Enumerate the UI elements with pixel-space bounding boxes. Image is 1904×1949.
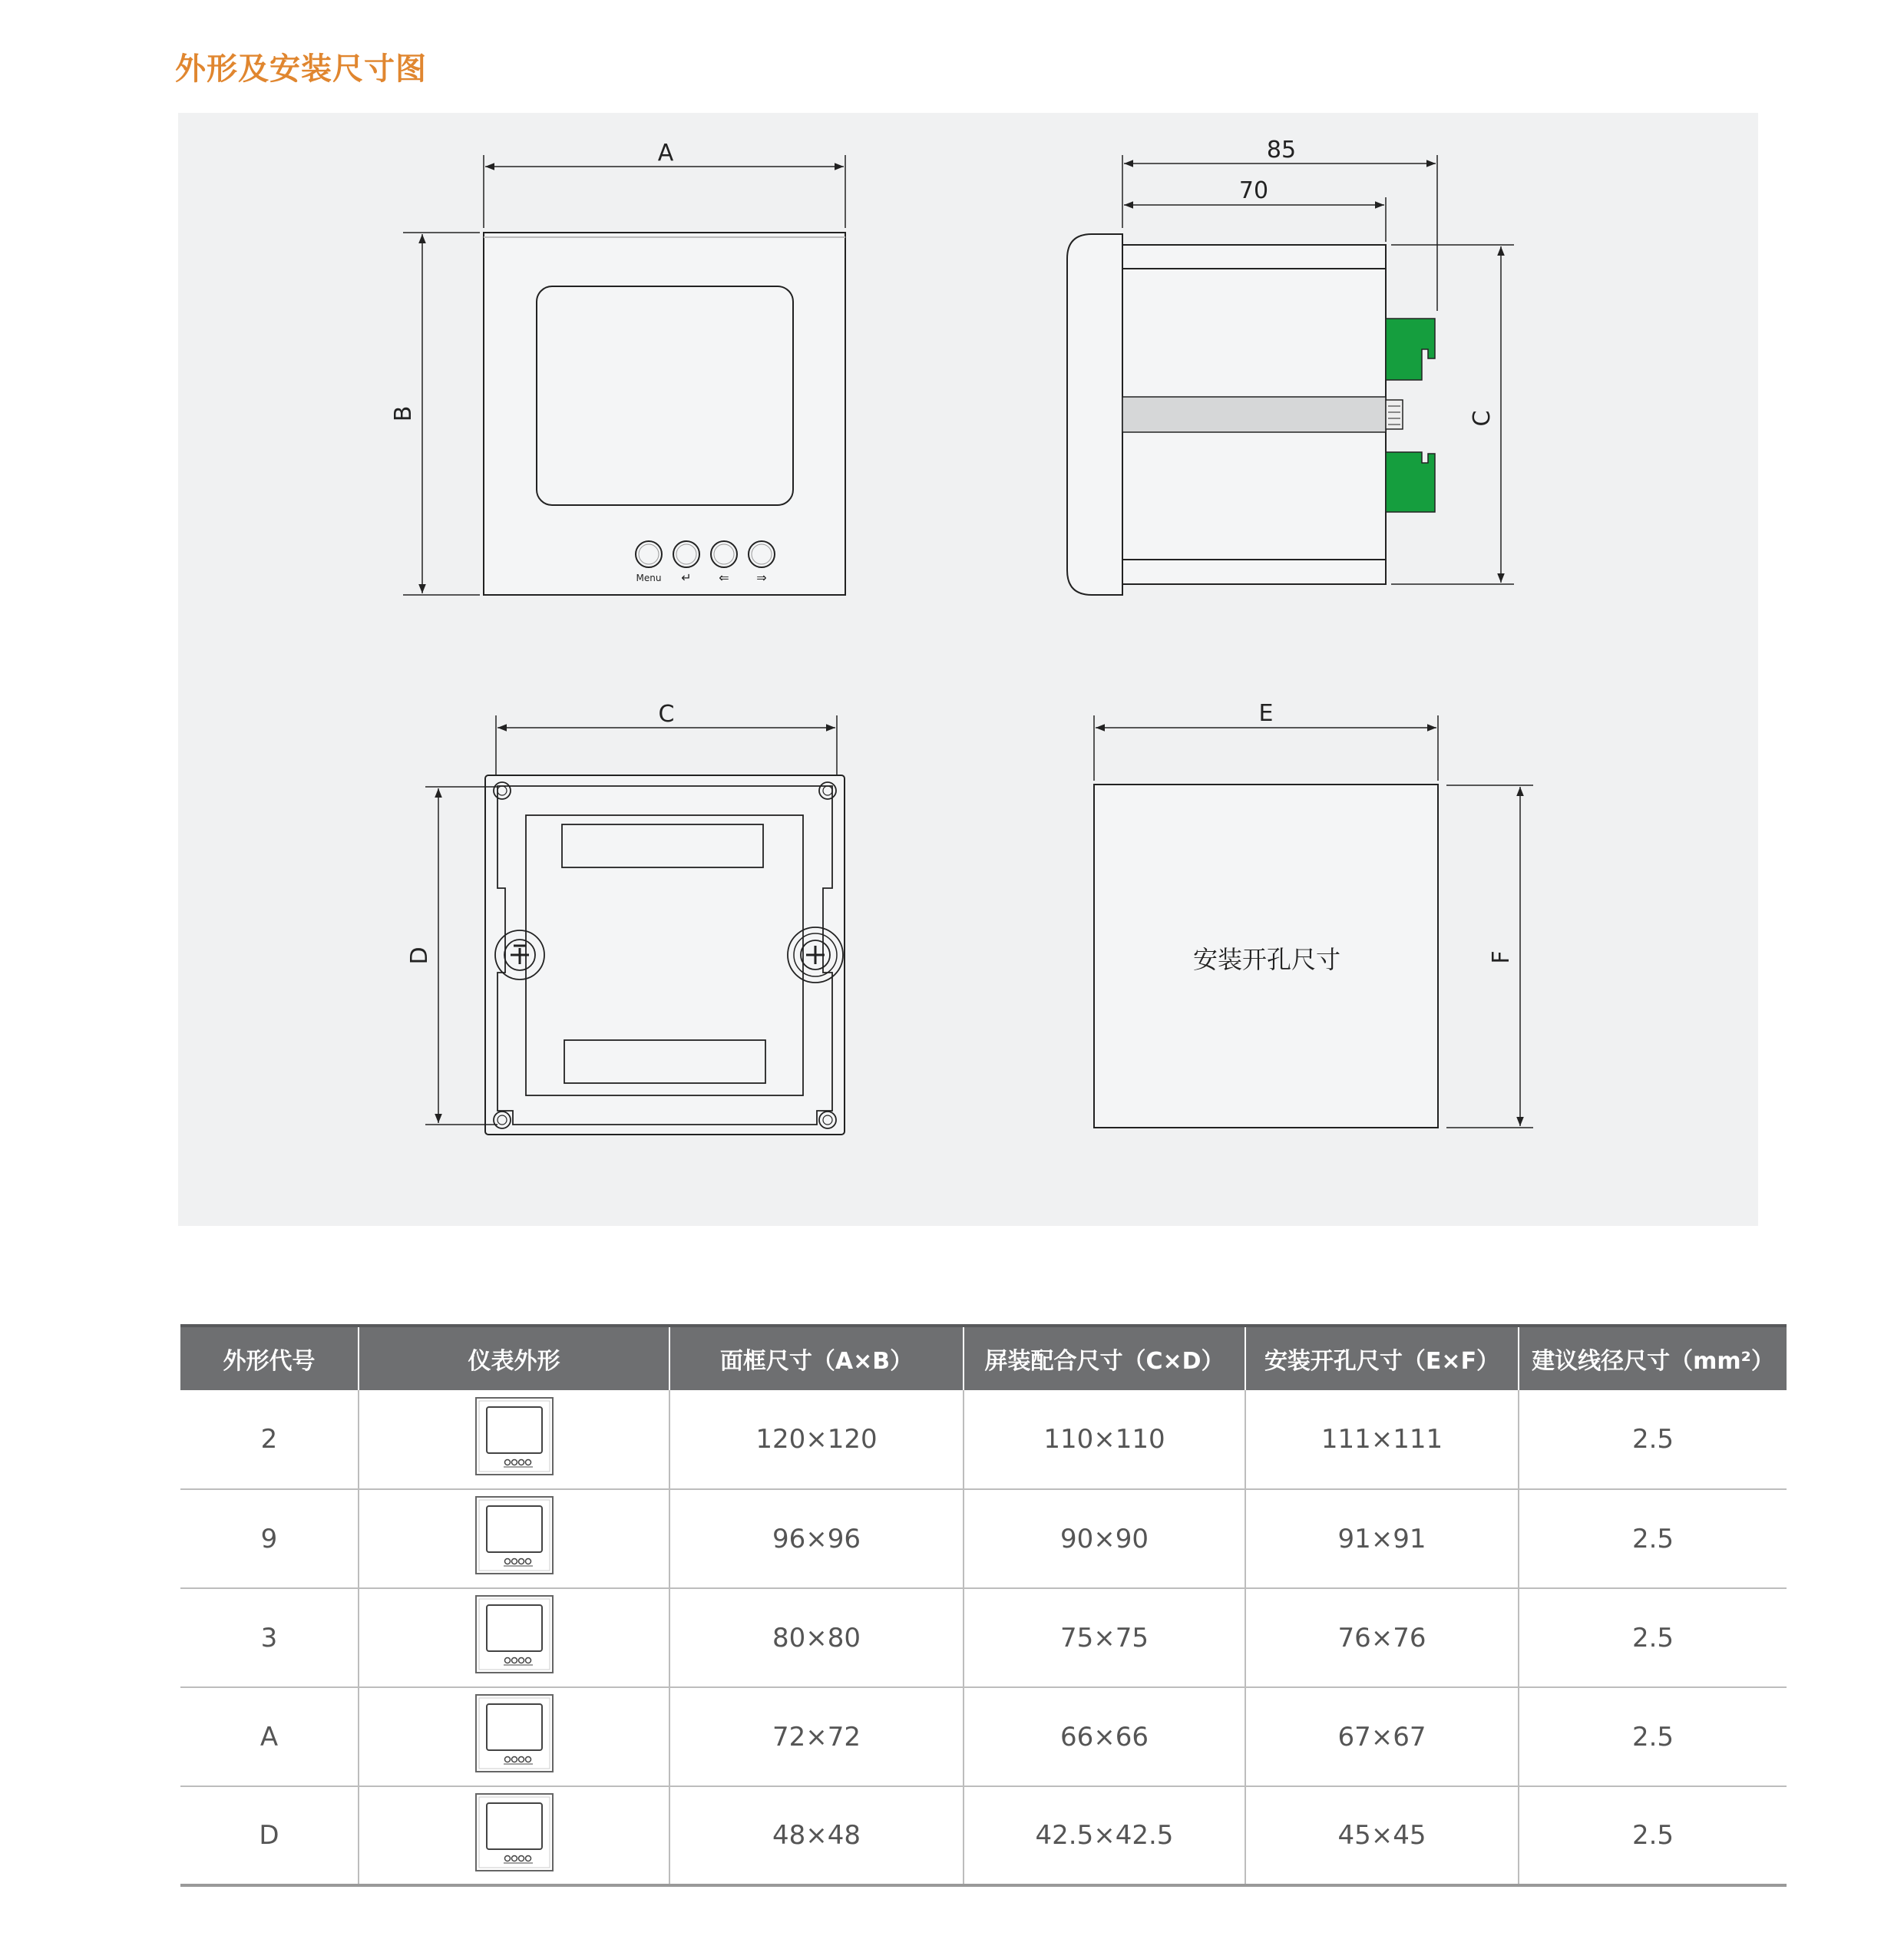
- front-view: [390, 140, 845, 595]
- dimension-diagram-panel: [178, 113, 1758, 1226]
- cell-icon: [359, 1489, 669, 1588]
- left-button-label: ⇐: [719, 570, 729, 585]
- meter-outline-icon: [474, 1792, 554, 1879]
- header-fit-size: 屏装配合尺寸（C×D）: [964, 1326, 1245, 1390]
- cell-fit: 90×90: [964, 1489, 1245, 1588]
- table-row: [180, 1786, 1787, 1885]
- cell-icon: [359, 1390, 669, 1489]
- cell-wire: 2.5: [1519, 1489, 1787, 1588]
- right-button-label: ⇒: [756, 570, 767, 585]
- rear-label-bottom: [564, 1040, 765, 1083]
- cell-frame: 48×48: [669, 1786, 964, 1885]
- dimension-a-label: A: [657, 140, 674, 167]
- table-row: [180, 1687, 1787, 1786]
- cell-wire: 2.5: [1519, 1390, 1787, 1489]
- meter-outline-icon: [474, 1693, 554, 1780]
- cell-code: 2: [180, 1390, 359, 1489]
- header-shape-code: 外形代号: [180, 1326, 359, 1390]
- terminal-block-top: [1386, 319, 1435, 380]
- cell-icon: [359, 1786, 669, 1885]
- rear-label-top: [562, 824, 763, 867]
- dimension-f-label: F: [1488, 950, 1515, 964]
- enter-button-label: ↵: [681, 570, 692, 585]
- dimension-c-rear-label: C: [658, 701, 675, 728]
- cell-wire: 2.5: [1519, 1786, 1787, 1885]
- cell-frame: 96×96: [669, 1489, 964, 1588]
- meter-outline-icon: [474, 1495, 554, 1582]
- depth-total-label: 85: [1266, 137, 1297, 164]
- cell-frame: 72×72: [669, 1687, 964, 1786]
- cell-code: 3: [180, 1588, 359, 1687]
- depth-body-label: 70: [1238, 177, 1269, 204]
- header-cutout-size: 安装开孔尺寸（E×F）: [1245, 1326, 1519, 1390]
- cutout-caption: 安装开孔尺寸: [1192, 945, 1341, 974]
- cell-code: A: [180, 1687, 359, 1786]
- cell-code: 9: [180, 1489, 359, 1588]
- cell-cutout: 67×67: [1245, 1687, 1519, 1786]
- side-view: [1067, 137, 1514, 595]
- cell-fit: 75×75: [964, 1588, 1245, 1687]
- menu-button-label: Menu: [636, 573, 662, 583]
- cell-fit: 42.5×42.5: [964, 1786, 1245, 1885]
- cell-frame: 120×120: [669, 1390, 964, 1489]
- cell-cutout: 111×111: [1245, 1390, 1519, 1489]
- table-header-row: [180, 1326, 1787, 1390]
- cell-code: D: [180, 1786, 359, 1885]
- dimension-b-label: B: [390, 405, 417, 422]
- dimension-spec-table: [180, 1324, 1787, 1887]
- section-title: 外形及安装尺寸图: [175, 51, 427, 87]
- cell-cutout: 45×45: [1245, 1786, 1519, 1885]
- header-wire-size: 建议线径尺寸（mm²）: [1519, 1326, 1787, 1390]
- cell-cutout: 91×91: [1245, 1489, 1519, 1588]
- cell-fit: 110×110: [964, 1390, 1245, 1489]
- meter-outline-icon: [474, 1396, 554, 1483]
- terminal-block-bottom: [1386, 452, 1435, 512]
- meter-outline-icon: [474, 1594, 554, 1681]
- dimension-d-label: D: [406, 946, 433, 965]
- table-row: [180, 1489, 1787, 1588]
- dimension-diagram: [178, 113, 1758, 1226]
- dimension-c-side-label: C: [1469, 410, 1496, 427]
- cell-icon: [359, 1687, 669, 1786]
- cell-frame: 80×80: [669, 1588, 964, 1687]
- dimension-e-label: E: [1258, 700, 1274, 727]
- header-meter-shape: 仪表外形: [359, 1326, 669, 1390]
- cell-fit: 66×66: [964, 1687, 1245, 1786]
- cell-cutout: 76×76: [1245, 1588, 1519, 1687]
- rear-view: [406, 701, 845, 1135]
- cell-wire: 2.5: [1519, 1687, 1787, 1786]
- cell-wire: 2.5: [1519, 1588, 1787, 1687]
- table-row: [180, 1588, 1787, 1687]
- cell-icon: [359, 1588, 669, 1687]
- header-frame-size: 面框尺寸（A×B）: [669, 1326, 964, 1390]
- cutout-view: [1094, 700, 1533, 1128]
- table-row: [180, 1390, 1787, 1489]
